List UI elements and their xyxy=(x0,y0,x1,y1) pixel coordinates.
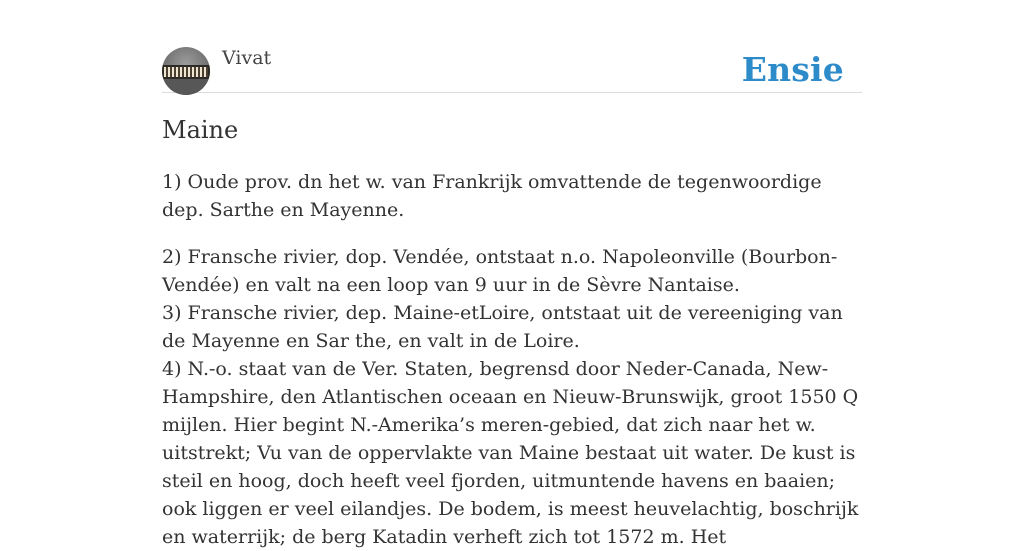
avatar[interactable] xyxy=(162,47,210,95)
paragraph-2: 2) Fransche rivier, dop. Vendée, ontstaat n.o. Napoleonville (Bourbon-Vendée) en valt na een loop van 9 uur in de Sèvre Nantaise. xyxy=(162,246,838,296)
paragraph-4: 4) N.-o. staat van de Ver. Staten, begrensd door Neder-Canada, New-Hampshire, den Atlantischen oceaan en Nieuw-Brunswijk, groot 1550 Q mijlen. Hier begint N.-Amerika’s meren-gebied, dat zich naar het w. uitstrekt; Vu van de oppervlakte van Maine bestaat uit water. De kust is steil en hoog, doch heeft veel fjorden, uitmuntende havens en baaien; ook liggen er veel eilandjes. De bodem, is meest heuvelachtig, boschrijk en waterrijk; de berg Katadin verheft zich tot 1572 m. Het xyxy=(162,358,859,548)
brand-logo[interactable]: Ensie xyxy=(741,50,844,89)
username-link[interactable]: Vivat xyxy=(222,47,272,69)
paragraph-1: 1) Oude prov. dn het w. van Frankrijk omvattende de tegenwoordige dep. Sarthe en Mayenne. xyxy=(162,171,822,221)
header xyxy=(162,44,862,93)
article-body xyxy=(162,168,864,551)
paragraph-3: 3) Fransche rivier, dep. Maine-etLoire, ontstaat uit de vereeniging van de Mayenne en Sar the, en valt in de Loire. xyxy=(162,302,843,352)
page-title: Maine xyxy=(162,116,239,144)
avatar-books xyxy=(164,67,208,77)
avatar-floor xyxy=(162,79,210,95)
